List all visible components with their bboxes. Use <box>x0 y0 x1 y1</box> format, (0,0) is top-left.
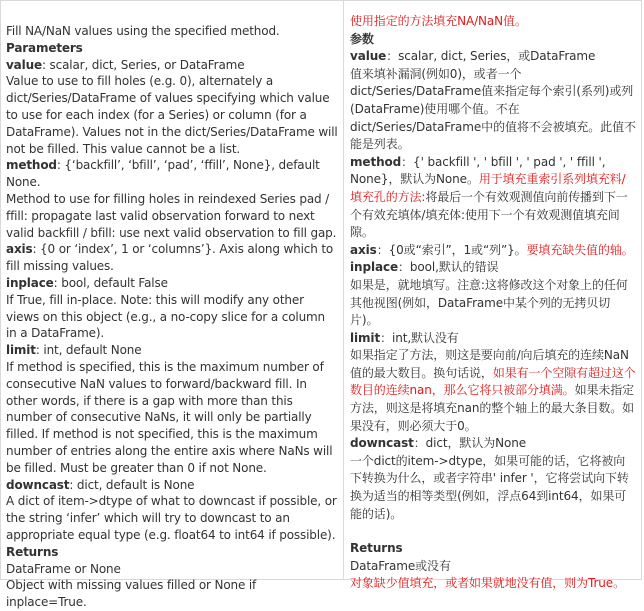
param-name: inplace <box>6 275 54 290</box>
param-name: downcast <box>350 436 414 451</box>
param-desc: If method is specified, this is the maximum number of consecutive NaN values to forward/backward fill. In other words, if there is a gap with more than this number of consecutive NaNs, it will only be partially filled. If method is not specified, this is the maximum number of entries along the entire axis where NaNs will be filled. Must be greater than 0 if not None. <box>6 359 333 475</box>
param-desc: 一个dict的item->dtype，如果可能的话，它将被向下转换为什么，或者字符串' infer '，它将尝试向下转换为适当的相等类型(例如，浮点64到int64，如果可能的话)。 <box>350 453 629 521</box>
param-desc-part: 如果未指定方法，则这是将填充nan的整个轴上的最大条目数。如果没有，则必须大于0。 <box>350 383 635 433</box>
returns-type: DataFrame or None <box>6 561 121 576</box>
param-desc-part: 如果指定了方法，则这是要向前/向后填充的连续NaN值的最大数目。换句话说， <box>350 348 629 380</box>
summary-text: Fill NA/NaN values using the specified method. <box>6 24 280 38</box>
param-value <box>350 48 637 66</box>
highlight-text: 要填充缺失值的轴。 <box>526 242 634 257</box>
param-desc: Method to use for filling holes in reindexed Series pad / ffill: propagate last valid observation forward to next valid backfill / bfill: use next valid observation to fill gap. <box>6 191 337 240</box>
param-type: : scalar, dict, Series, or DataFrame <box>41 57 245 72</box>
param-type: ：int,默认没有 <box>380 330 459 345</box>
param-limit <box>6 342 339 359</box>
param-type: ：bool,默认的错误 <box>398 260 499 275</box>
param-downcast <box>6 477 339 494</box>
param-type: ：dict，默认为None <box>413 436 527 451</box>
param-desc: A dict of item->dtype of what to downcast if possible, or the string ‘infer’ which will try to downcast to an appropriate equal type (e.g. float64 to int64 if possible). <box>6 494 337 542</box>
highlight-text: 用于填充重索引系列填充料/填充孔的方法: <box>350 172 626 204</box>
param-inplace <box>350 259 637 277</box>
returns-desc: 对象缺少值填充，或者如果就地没有值，则为True。 <box>350 576 625 591</box>
param-type: : int, default None <box>35 343 142 358</box>
param-method <box>6 157 339 191</box>
param-type: : {0 or ‘index’, 1 or ‘columns’}. Axis along which to fill missing values. <box>6 242 334 274</box>
param-desc: Value to use to fill holes (e.g. 0), alternately a dict/Series/DataFrame of values specifying which value to use for each index (for a Series) or column (for a DataFrame). Values not in the dict/Series/DataFrame will not be filled. This value cannot be a list. <box>6 74 338 156</box>
summary-text: 使用指定的方法填充NA/NaN值。 <box>350 14 527 28</box>
param-type: ：{0或“索引”，1或“列”}。 <box>376 242 527 257</box>
param-name: limit <box>6 343 36 358</box>
param-desc: 将最后一个有效观测值向前传播到下一个有效充填体/填充体:使用下一个有效观测值填充间隙。 <box>350 189 628 240</box>
param-type: : bool, default False <box>53 275 168 290</box>
param-name: limit <box>350 330 381 345</box>
param-name: method <box>6 158 57 173</box>
param-inplace <box>6 275 339 292</box>
param-desc: 如果是，就地填写。注意:这将修改这个对象上的任何其他视图(例如，DataFrame中某个列的无拷贝切片)。 <box>350 277 628 328</box>
returns-heading: Returns <box>350 541 403 556</box>
param-type: : dict, default is None <box>69 477 195 492</box>
parameters-heading: 参数 <box>350 31 374 46</box>
param-name: downcast <box>6 477 70 492</box>
param-axis <box>350 242 637 260</box>
param-name: value <box>6 57 42 72</box>
param-name: inplace <box>350 260 399 275</box>
param-desc: 值来填补漏洞(例如0)，或者一个dict/Series/DataFrame值来指定每个索引(系列)或列(DataFrame)使用哪个值。不在dict/Series/DataFrame中的值将不会被填充。此值不能是列表。 <box>350 66 636 152</box>
param-name: value <box>350 49 387 64</box>
english-column <box>1 1 344 610</box>
returns-type: DataFrame或没有 <box>350 558 451 573</box>
param-method <box>350 154 637 242</box>
chinese-column <box>344 1 641 591</box>
param-desc <box>350 347 637 435</box>
param-limit <box>350 330 637 348</box>
param-axis <box>6 241 339 275</box>
parameters-heading: Parameters <box>6 40 83 55</box>
param-type: ：scalar, dict, Series，或DataFrame <box>386 49 596 64</box>
param-name: axis <box>6 242 33 257</box>
param-name: axis <box>350 242 377 257</box>
param-downcast <box>350 435 637 453</box>
param-value <box>6 57 339 74</box>
param-type: : {‘backfill’, ‘bfill’, ‘pad’, ‘ffill’, None}, default None. <box>6 158 320 190</box>
param-type: ：{' backfill ', ' bfill ', ' pad ', ' ffill ', None}，默认为None。 <box>350 154 606 187</box>
spacer <box>350 523 637 540</box>
param-name: method <box>350 154 402 169</box>
returns-desc: Object with missing values filled or None if inplace=True. <box>6 578 257 610</box>
returns-heading: Returns <box>6 544 59 559</box>
param-desc: If True, fill in-place. Note: this will modify any other views on this object (e.g., a no-copy slice for a column in a DataFrame). <box>6 292 326 341</box>
highlight-text: 如果有一个空隙有超过这个数目的连续nan，那么它将只被部分填满。 <box>350 365 636 398</box>
